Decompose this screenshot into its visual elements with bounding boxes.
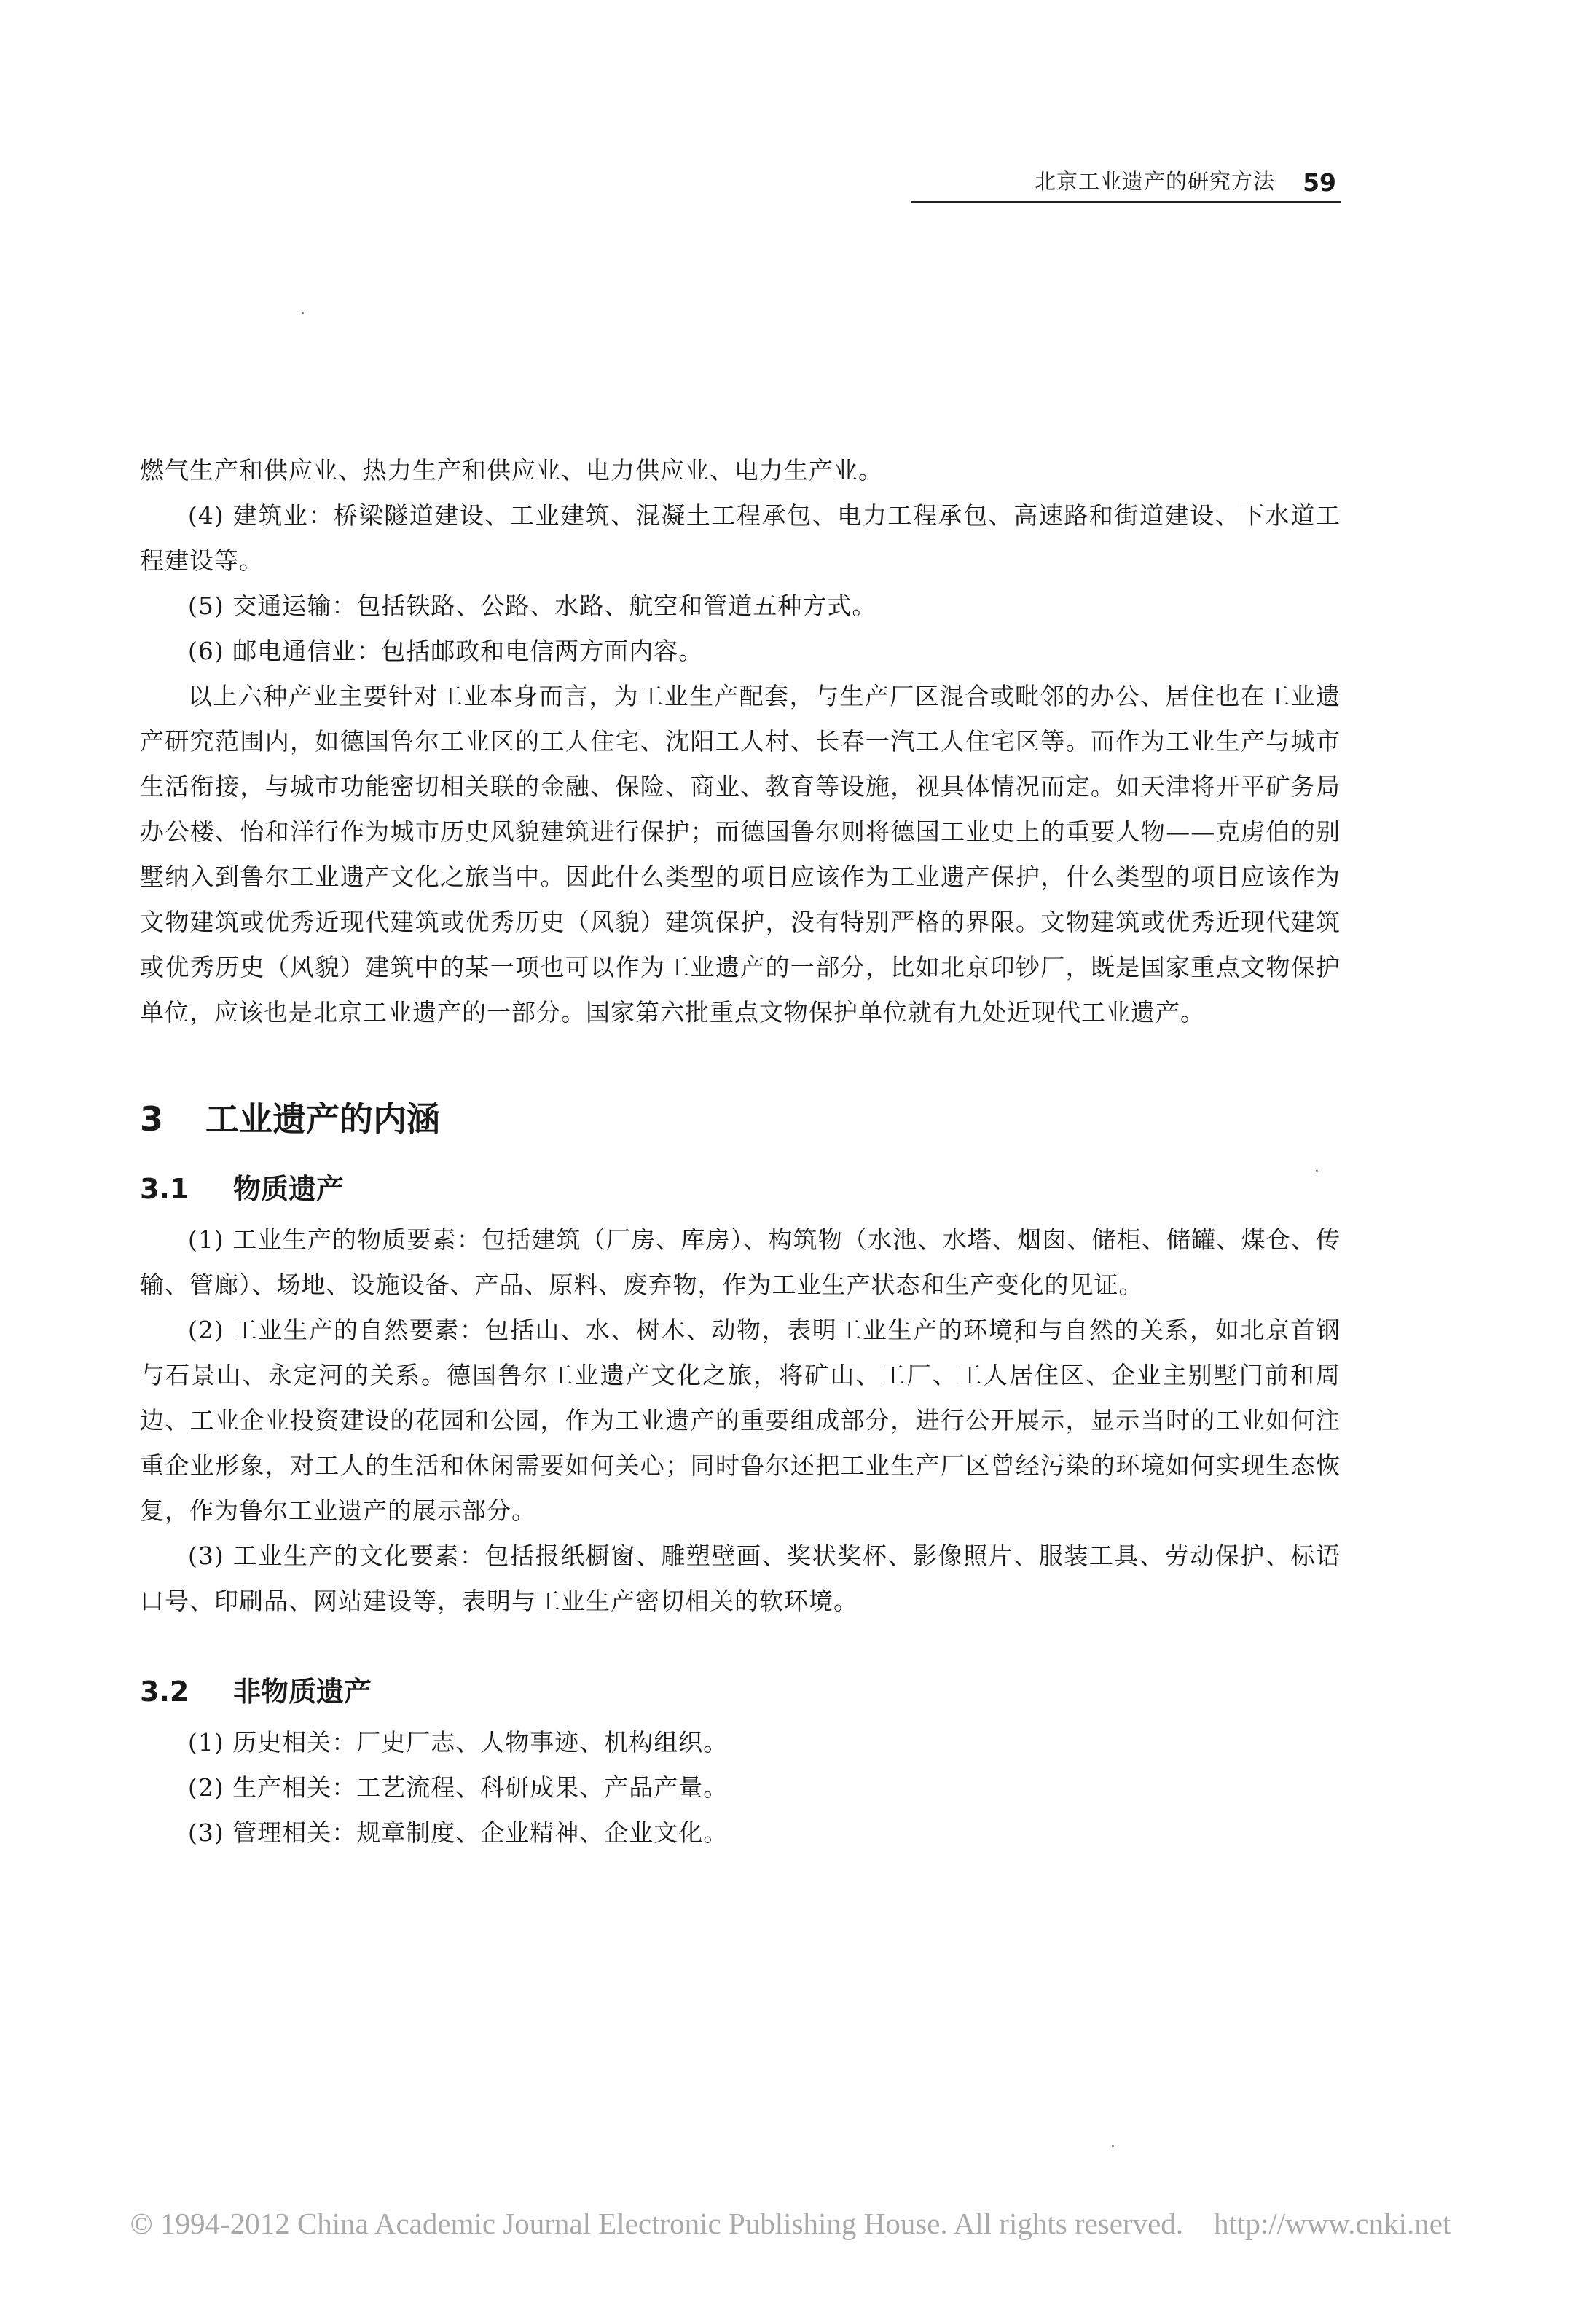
paragraph-management-related: (3) 管理相关：规章制度、企业精神、企业文化。 [188, 1818, 729, 1847]
paragraph-material-elements: (1) 工业生产的物质要素：包括建筑（厂房、库房）、构筑物（水池、水塔、烟囱、储柜、储罐、煤仓、传输、管廊）、场地、设施设备、产品、原料、废弃物，作为工业生产状态和生产变化的见证。 [140, 1225, 1341, 1299]
scan-speck [302, 312, 304, 314]
section-3-1-title: 物质遗产 [233, 1173, 345, 1205]
section-3-title: 工业遗产的内涵 [205, 1099, 440, 1139]
scan-speck [1112, 2145, 1114, 2147]
paragraph-energy-continued: 燃气生产和供应业、热力生产和供应业、电力供应业、电力生产业。 [140, 456, 883, 484]
paragraph-natural-elements: (2) 工业生产的自然要素：包括山、水、树木、动物，表明工业生产的环境和与自然的关系，如北京首钢与石景山、永定河的关系。德国鲁尔工业遗产文化之旅，将矿山、工厂、工人居住区、企业主别墅门前和周边、工业企业投资建设的花园和公园，作为工业遗产的重要组成部分，进行公开展示，显示当时的工业如何注重企业形象，对工人的生活和休闲需要如何关心；同时鲁尔还把工业生产厂区曾经污染的环境如何实现生态恢复，作为鲁尔工业遗产的展示部分。 [140, 1316, 1341, 1525]
paragraph-history-related: (1) 历史相关：厂史厂志、人物事迹、机构组织。 [188, 1728, 729, 1756]
paragraph-construction: (4) 建筑业：桥梁隧道建设、工业建筑、混凝土工程承包、电力工程承包、高速路和街道建设、下水道工程建设等。 [140, 501, 1341, 575]
running-header [911, 157, 1341, 203]
paragraph-post-telecom: (6) 邮电通信业：包括邮政和电信两方面内容。 [188, 637, 704, 665]
page-body [140, 448, 1341, 1856]
paragraph-scope-discussion: 以上六种产业主要针对工业本身而言，为工业生产配套，与生产厂区混合或毗邻的办公、居住也在工业遗产研究范围内，如德国鲁尔工业区的工人住宅、沈阳工人村、长春一汽工人住宅区等。而作为工业生产与城市生活衔接，与城市功能密切相关联的金融、保险、商业、教育等设施，视具体情况而定。如天津将开平矿务局办公楼、怡和洋行作为城市历史风貌建筑进行保护；而德国鲁尔则将德国工业史上的重要人物——克虏伯的别墅纳入到鲁尔工业遗产文化之旅当中。因此什么类型的项目应该作为工业遗产保护，什么类型的项目应该作为文物建筑或优秀近现代建筑或优秀历史（风貌）建筑保护，没有特别严格的界限。文物建筑或优秀近现代建筑或优秀历史（风貌）建筑中的某一项也可以作为工业遗产的一部分，比如北京印钞厂，既是国家重点文物保护单位，应该也是北京工业遗产的一部分。国家第六批重点文物保护单位就有九处近现代工业遗产。 [140, 682, 1341, 1026]
paragraph-production-related: (2) 生产相关：工艺流程、科研成果、产品产量。 [188, 1773, 729, 1802]
paragraph-cultural-elements: (3) 工业生产的文化要素：包括报纸橱窗、雕塑壁画、奖状奖杯、影像照片、服装工具、劳动保护、标语口号、印刷品、网站建设等，表明与工业生产密切相关的软环境。 [140, 1542, 1341, 1615]
footer-url: http://www.cnki.net [1214, 2207, 1451, 2240]
section-3-heading [140, 1094, 1341, 1145]
copyright-footer [0, 2206, 1581, 2241]
running-header-title: 北京工业遗产的研究方法 [1034, 169, 1275, 194]
page-number: 59 [1303, 168, 1336, 197]
paragraph-transport: (5) 交通运输：包括铁路、公路、水路、航空和管道五种方式。 [188, 592, 877, 620]
copyright-text: © 1994-2012 China Academic Journal Electronic Publishing House. All rights reserved. [130, 2207, 1184, 2240]
section-3-2-heading [140, 1669, 1341, 1714]
section-3-2-title: 非物质遗产 [233, 1676, 372, 1708]
section-3-number: 3 [140, 1099, 164, 1139]
section-3-1-number: 3.1 [140, 1173, 189, 1205]
section-3-1-heading [140, 1166, 1341, 1212]
section-3-2-number: 3.2 [140, 1676, 189, 1708]
